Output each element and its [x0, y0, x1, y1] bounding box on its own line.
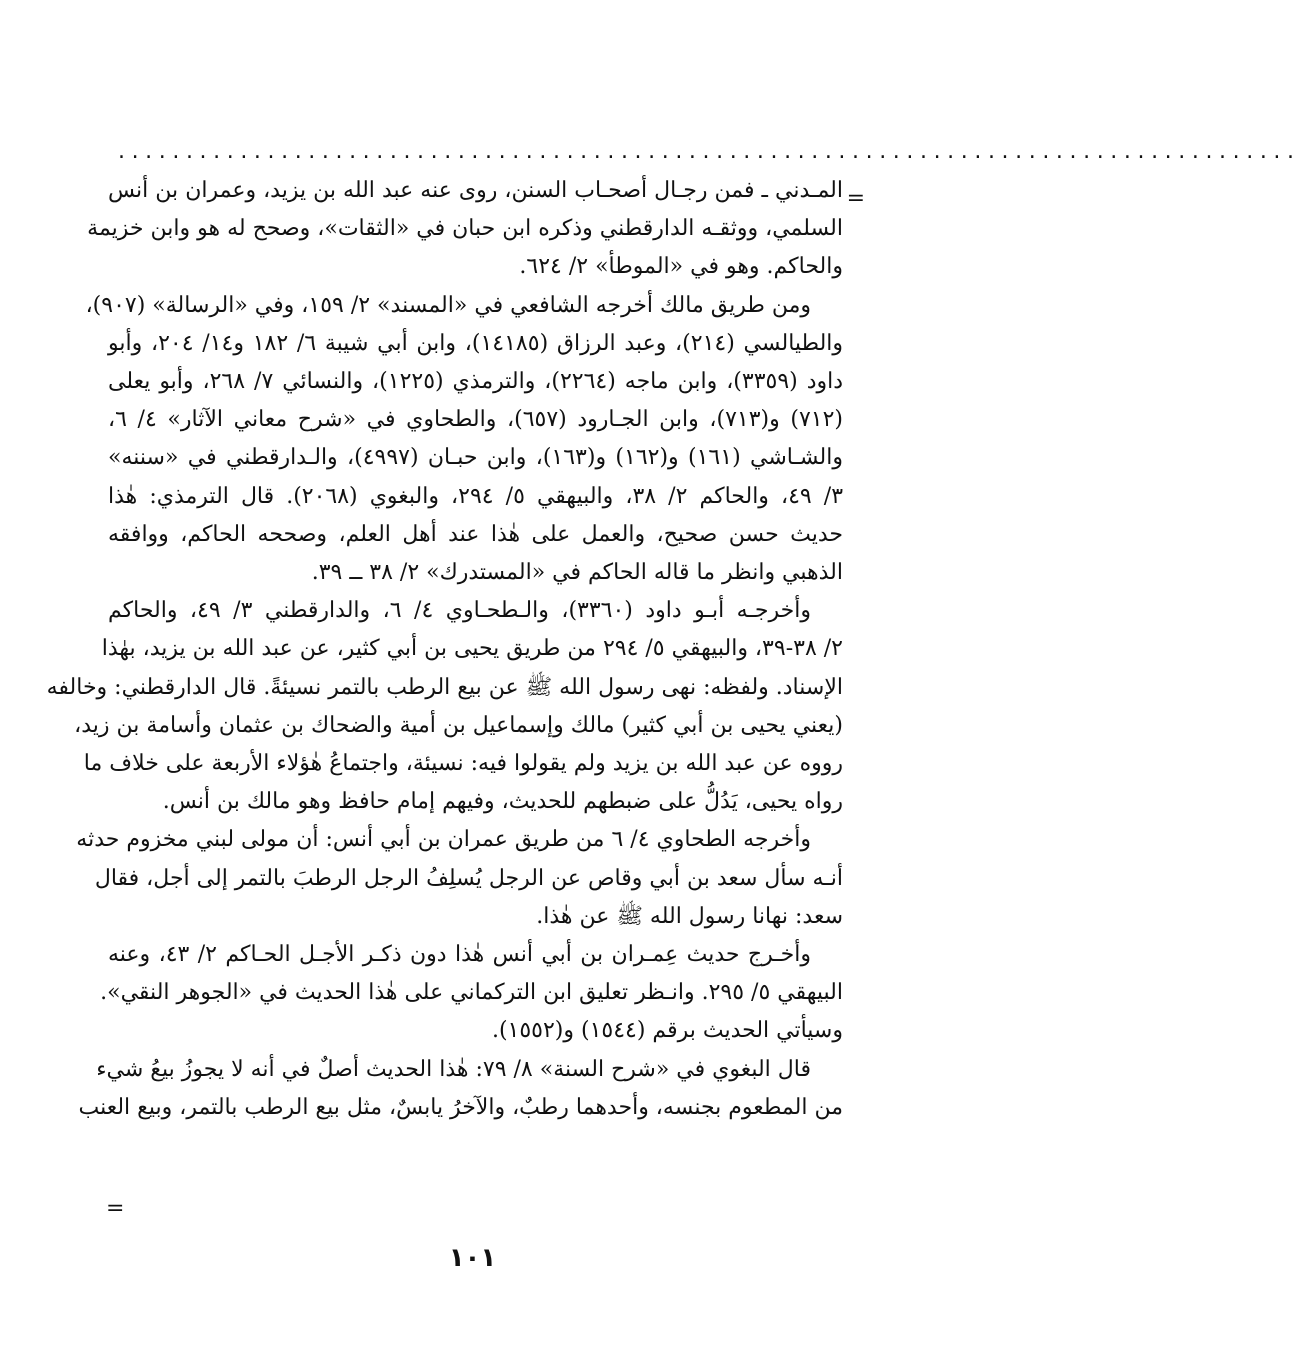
footnote-separator: ....................................................................................... — [118, 139, 1301, 164]
paragraph-6 — [78, 1051, 843, 1127]
text-line: أنـه سأل سعد بن أبي وقاص عن الرجل يُسلِفُ الرجل الرطبَ بالتمر إلى أجل، فقال — [94, 865, 843, 891]
text-line: والطيالسي (٢١٤)، وعبد الرزاق (١٤١٨٥)، وابن أبي شيبة ٦/ ١٨٢ و١٤/ ٢٠٤، وأبو — [108, 330, 844, 356]
text-line: ٣/ ٤٩، والحاكم ٢/ ٣٨، والبيهقي ٥/ ٢٩٤، والبغوي (٢٠٦٨). قال الترمذي: هٰذا — [108, 483, 844, 509]
text-line: (٧١٢) و(٧١٣)، وابن الجـارود (٦٥٧)، والطحاوي في «شرح معاني الآثار» ٤/ ٦، — [108, 407, 844, 433]
text-line: رواه يحيى، يَدُلُّ على ضبطهم للحديث، وفيهم إمام حافظ وهو مالك بن أنس. — [162, 789, 843, 815]
text-line: السلمي، ووثقـه الدارقطني وذكره ابن حبان في «الثقات»، وصحح له هو وابن خزيمة — [87, 216, 843, 242]
text-line: ومن طريق مالك أخرجه الشافعي في «المسند» ٢/ ١٥٩، وفي «الرسالة» (٩٠٧)، — [85, 292, 811, 318]
text-line: الذهبي وانظر ما قاله الحاكم في «المستدرك» ٢/ ٣٨ ــ ٣٩. — [311, 560, 843, 586]
text-line: والشـاشي (١٦١) و(١٦٢) و(١٦٣)، وابن حبـان (٤٩٩٧)، والـدارقطني في «سننه» — [108, 445, 843, 471]
text-line: من المطعوم بجنسه، وأحدهما رطبٌ، والآخرُ يابسٌ، مثل بيع الرطب بالتمر، وبيع العنب — [78, 1094, 843, 1120]
footnote-text — [46, 172, 844, 1127]
text-line: وأخـرج حديث عِمـران بن أبي أنس هٰذا دون ذكـر الأجـل الحـاكم ٢/ ٤٣، وعنه — [108, 942, 812, 968]
text-line: وسيأتي الحديث برقم (١٥٤٤) و(١٥٥٢). — [491, 1018, 843, 1044]
text-line: البيهقي ٥/ ٢٩٥. وانـظر تعليق ابن التركماني على هٰذا الحديث في «الجوهر النقي». — [100, 980, 843, 1006]
text-line: (يعني يحيى بن أبي كثير) مالك وإسماعيل بن أمية والضحاك بن عثمان وأسامة بن زيد، — [74, 712, 843, 738]
text-line: وأخرجه الطحاوي ٤/ ٦ من طريق عمران بن أبي أنس: أن مولى لبني مخزوم حدثه — [76, 827, 811, 853]
text-line: المـدني ـ فمن رجـال أصحـاب السنن، روى عنه عبد الله بن يزيد، وعمران بن أنس — [108, 178, 843, 203]
paragraph-1 — [87, 172, 843, 287]
text-line: رووه عن عبد الله بن يزيد ولم يقولوا فيه: نسيئة، واجتماعُ هٰؤلاء الأربعة على خلاف ما — [83, 751, 843, 777]
text-line: وأخرجـه أبـو داود (٣٣٦٠)، والـطحـاوي ٤/ ٦، والدارقطني ٣/ ٤٩، والحاكم — [108, 598, 811, 624]
paragraph-2 — [85, 287, 844, 593]
text-line: ٢/ ٣٨-٣٩، والبيهقي ٥/ ٢٩٤ من طريق يحيى بن أبي كثير، عن عبد الله بن يزيد، بهٰذا — [101, 636, 843, 662]
paragraph-4 — [76, 821, 843, 936]
text-line: والحاكم. وهو في «الموطأ» ٢/ ٦٢٤. — [519, 254, 843, 280]
page-number: ١٠١ — [448, 1243, 497, 1273]
text-line: سعد: نهانا رسول الله ﷺ عن هٰذا. — [536, 903, 843, 929]
paragraph-5 — [100, 936, 843, 1051]
text-line: قال البغوي في «شرح السنة» ٨/ ٧٩: هٰذا الحديث أصلٌ في أنه لا يجوزُ بيعُ شيء — [96, 1056, 811, 1082]
continuation-mark-start: = — [846, 186, 865, 211]
continuation-mark-end: = — [106, 1196, 125, 1221]
text-line: داود (٣٣٥٩)، وابن ماجه (٢٢٦٤)، والترمذي (١٢٢٥)، والنسائي ٧/ ٢٦٨، وأبو يعلى — [108, 369, 844, 395]
text-line: حديث حسن صحيح، والعمل على هٰذا عند أهل العلم، وصححه الحاكم، ووافقه — [108, 521, 843, 547]
paragraph-3 — [46, 592, 843, 821]
text-line: الإسناد. ولفظه: نهى رسول الله ﷺ عن بيع الرطب بالتمر نسيئةً. قال الدارقطني: وخالفه — [46, 674, 843, 700]
